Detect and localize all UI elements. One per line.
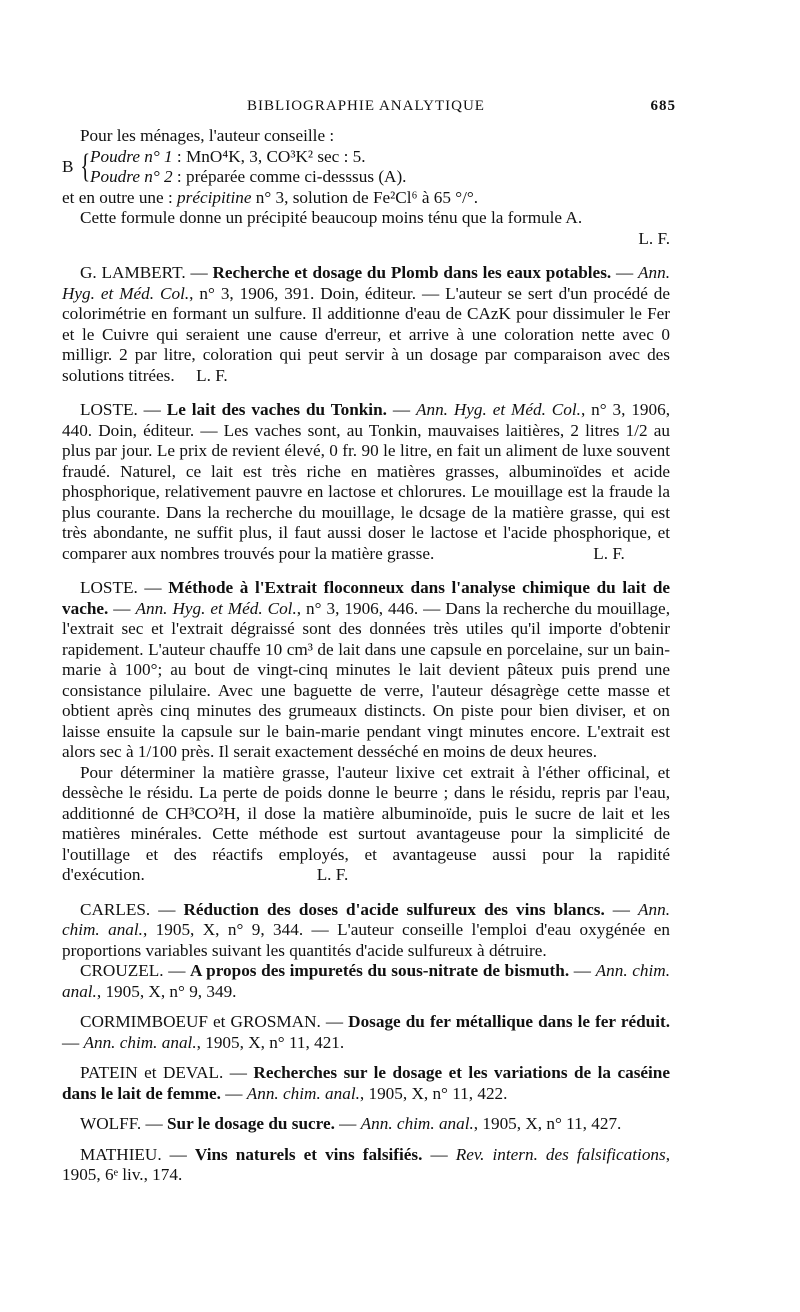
title: Vins naturels et vins falsifiés. [194,1144,423,1164]
title: A propos des impuretés du sous-nitrate de bismuth. [190,961,570,980]
author: CORMIMBOEUF et GROSMAN. — [80,1012,349,1031]
running-header [62,98,676,124]
body: , n° 3, 1906, 391. Doin, éditeur. — L'auteur se sert d'un procédé de colorimétrie en formant un sulfure. Il additionne d'eau de CAzK pour dissimuler le Fer et le Cuivre qui seraient une cause d'erreur, et arrive à une coloration nette avec 0 milligr. 2 par litre, coloration qui peut servir à un dosage par comparaison avec des solutions titrées. [62,283,670,385]
entry-mathieu [62,1145,670,1186]
page-number: 685 [650,98,676,114]
powder1-text: : MnO⁴K, 3, CO³K² sec : 5. [172,146,366,166]
title: Réduction des doses d'acide sulfureux des vins blancs. [183,899,605,919]
b-letter: B [62,156,74,176]
body: , 1905, X, n° 9, 344. — L'auteur conseille l'emploi d'eau oxygénée en proportions variables suivant les quantités d'acide sulfureux à détruire. [62,920,670,960]
title: Recherche et dosage du Plomb dans les eaux potables. [212,263,612,282]
body: , 1905, X, n° 9, 349. [96,981,237,1001]
title: Méthode à l'Extrait floconneux dans l'analyse chimique du lait de vache. [62,578,671,618]
title: Dosage du fer métallique dans le fer réduit. [348,1012,671,1031]
powder-line-2 [90,167,406,188]
author: PATEIN et DEVAL. — [80,1063,254,1082]
powder2-label: Poudre n° 2 [90,167,173,186]
signature-4: L. F. [316,865,349,884]
journal: Ann. Hyg. et Méd. Col. [415,400,581,419]
entry-lambert [62,263,670,386]
signature-2: L. F. [196,365,228,385]
journal: Ann. Hyg. et Méd. Col. [135,598,297,618]
powder1-label: Poudre n° 1 [90,146,173,166]
body: , n° 3, 1906, 446. — Dans la recherche du mouillage, l'extrait sec et l'extrait dégraissé sont des données très utiles qu'il importe d'obtenir rapidement. L'auteur chauffe 10 cm³ de lait dans une capsule en porcelaine, sur un bain-marie à 100°; au bout de vingt-cinq minutes le lait devient pâteux puis prend une consistance pilulaire. Avec une baguette de verre, l'auteur désagrège cette masse et obtient après cinq minutes des grumeaux distincts. On piste pour bien diviser, et on laisse ensuite la capsule sur le bain-marie pendant vingt minutes encore. L'extrait est alors sec à 1/100 près. Il serait exactement desséché en moins de deux heures. [62,598,670,761]
entry-loste-1 [62,400,670,564]
author: CROUZEL. — [80,961,191,980]
powder2-text: : préparée comme ci-desssus (A). [172,167,407,186]
title: Recherches sur le dosage et les variations de la caséine dans le lait de femme. [62,1063,670,1103]
journal: Ann. chim. anal. [246,1083,360,1103]
dash: — [611,263,639,282]
extra-line [62,188,670,209]
header-title: BIBLIOGRAPHIE ANALYTIQUE [247,98,485,114]
entry-loste-2 [62,578,670,763]
entry-crouzel [62,961,670,1002]
author: MATHIEU. — [80,1144,195,1164]
cette-formule: Cette formule donne un précipité beaucoup moins ténu que la formule A. [80,208,583,227]
powder-lines [90,147,406,188]
body: , 1905, X, n° 11, 421. [196,1032,345,1052]
dash: — [108,598,136,618]
journal: Ann. chim. anal. [83,1032,197,1052]
dash: — [220,1083,247,1103]
brace-mark: { [80,148,91,185]
body: , n° 3, 1906, 440. Doin, éditeur. — Les vaches sont, au Tonkin, mauvaises laitières, 2 litres 1/2 au plus par jour. Le prix de revient élevé, 0 fr. 90 le litre, en fait un aliment de luxe souvent fraudé. Naturel, ce lait est très riche en matières grasses, albuminoïdes et acide phosphorique, relativement pauvre en lactose et chlorures. Le mouillage est la fraude la plus courante. Dans la recherche du mouillage, le dcsage de la matière grasse, qui est très abondante, ne suffit plus, il faut aussi doser le lactose et l'acide phosphorique, et comparer aux nombres trouvés pour la matière grasse. [62,400,671,563]
entry-cormimboeuf [62,1012,670,1053]
body: , 1905, X, n° 11, 427. [473,1114,622,1133]
body: Pour déterminer la matière grasse, l'auteur lixive cet extrait à l'éther officinal, et dessèche le résidu. La perte de poids donne le beurre ; dans le résidu, repris par l'eau, additionné de CH³CO²H, il dose la matière albuminoïde, puis le sucre de lait et les matières minérales. Cette méthode est surtout avantageuse pour la simplicité de l'outillage et des réactifs employés, et avantageuse aussi pour la rapidité d'exécution. [62,762,670,884]
extra-line-post: n° 3, solution de Fe²Cl⁶ à 65 °/°. [251,187,479,207]
title: Le lait des vaches du Tonkin. [166,400,387,419]
dash: — [422,1144,456,1164]
body: , 1905, X, n° 11, 422. [359,1083,508,1103]
entry-wolff [62,1114,670,1135]
powder-line-1 [90,147,406,168]
dash: — [334,1114,361,1133]
journal: Ann. chim. anal. [360,1114,474,1133]
author: LOSTE. — [80,400,167,419]
intro-line: Pour les ménages, l'auteur conseille : [80,126,335,145]
journal: Ann. Hyg. et Méd. Col. [62,263,670,303]
journal: Rev. intern. des falsifications [455,1144,666,1164]
dash: — [604,899,639,919]
journal: Ann. chim. anal. [62,961,670,1001]
signature-1: L. F. [638,228,670,248]
author: LOSTE. — [80,578,169,597]
signature-3: L. F. [593,543,625,563]
dash: — [62,1032,84,1052]
author: CARLES. — [80,899,184,919]
entry-patein [62,1063,670,1104]
body-text [62,126,670,1186]
powder-list [62,147,670,188]
entry-loste-2-para2 [62,763,670,886]
extra-line-pre: et en outre une : [62,187,178,207]
extra-line-italic: précipitine [177,187,252,207]
author: G. LAMBERT. — [80,263,213,282]
dash: — [386,400,416,419]
dash: — [569,961,596,980]
body: , 1905, 6ᵉ liv., 174. [62,1144,670,1184]
author: WOLFF. — [80,1114,167,1133]
journal: Ann. chim. anal. [62,899,671,939]
entry-carles [62,900,670,962]
title: Sur le dosage du sucre. [166,1114,335,1133]
